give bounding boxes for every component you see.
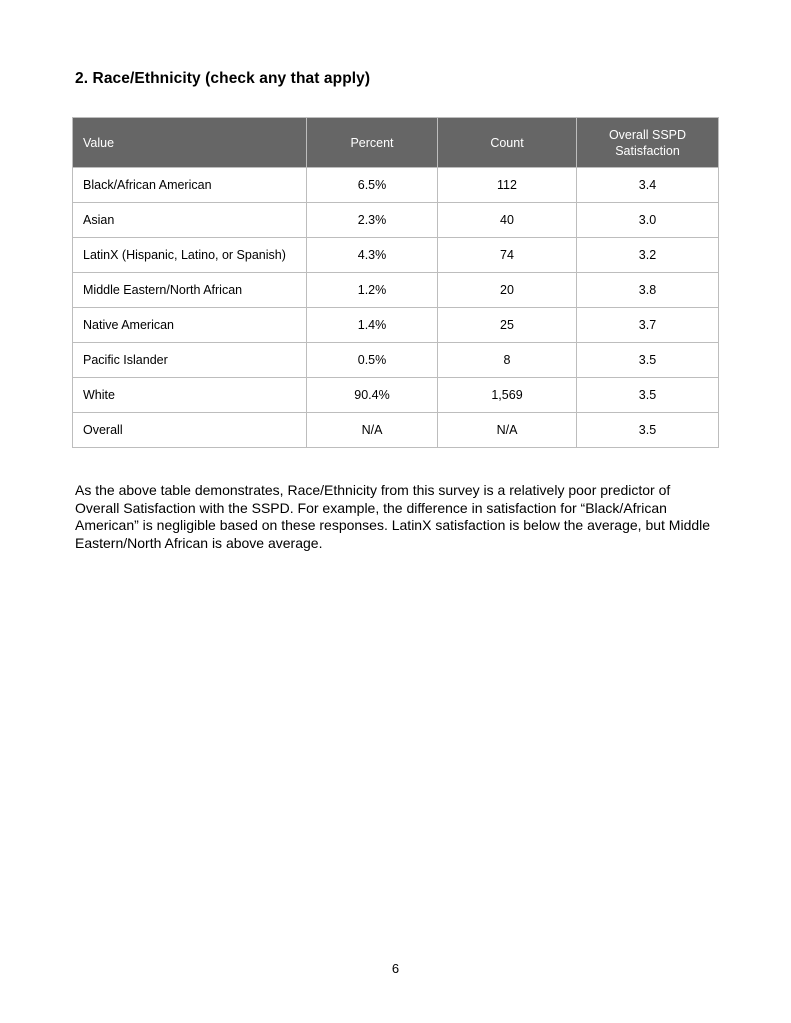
cell-count: N/A xyxy=(438,413,577,448)
cell-satisfaction: 3.2 xyxy=(577,238,719,273)
header-satisfaction xyxy=(577,118,719,168)
cell-value: Overall xyxy=(73,413,307,448)
cell-value: LatinX (Hispanic, Latino, or Spanish) xyxy=(73,238,307,273)
cell-count: 1,569 xyxy=(438,378,577,413)
cell-count: 20 xyxy=(438,273,577,308)
table-row xyxy=(73,343,719,378)
cell-value: Asian xyxy=(73,203,307,238)
cell-percent: 0.5% xyxy=(307,343,438,378)
table-row xyxy=(73,168,719,203)
cell-percent: 1.2% xyxy=(307,273,438,308)
table-header xyxy=(73,118,719,168)
cell-satisfaction: 3.5 xyxy=(577,413,719,448)
section-heading: 2. Race/Ethnicity (check any that apply) xyxy=(75,70,371,87)
cell-percent: 6.5% xyxy=(307,168,438,203)
table-body xyxy=(73,168,719,448)
analysis-paragraph: As the above table demonstrates, Race/Ethnicity from this survey is a relatively poor predictor of Overall Satisfaction with the SSPD. For example, the difference in satisfaction for “Black/African American” is negligible based on these responses. LatinX satisfaction is below the average, but Middle Eastern/North African is above average. xyxy=(75,482,711,551)
cell-percent: 4.3% xyxy=(307,238,438,273)
cell-satisfaction: 3.8 xyxy=(577,273,719,308)
table-row xyxy=(73,378,719,413)
cell-count: 74 xyxy=(438,238,577,273)
cell-value: White xyxy=(73,378,307,413)
cell-count: 25 xyxy=(438,308,577,343)
header-satisfaction-line1: Overall SSPD xyxy=(608,127,687,142)
cell-percent: 90.4% xyxy=(307,378,438,413)
cell-count: 112 xyxy=(438,168,577,203)
cell-count: 40 xyxy=(438,203,577,238)
cell-satisfaction: 3.0 xyxy=(577,203,719,238)
cell-value: Pacific Islander xyxy=(73,343,307,378)
cell-satisfaction: 3.5 xyxy=(577,343,719,378)
cell-value: Native American xyxy=(73,308,307,343)
cell-count: 8 xyxy=(438,343,577,378)
header-satisfaction-line2: Satisfaction xyxy=(615,143,680,158)
table-header-row xyxy=(73,118,719,168)
table-row xyxy=(73,308,719,343)
header-percent: Percent xyxy=(307,118,438,168)
table-row xyxy=(73,238,719,273)
cell-percent: 2.3% xyxy=(307,203,438,238)
cell-satisfaction: 3.7 xyxy=(577,308,719,343)
header-value: Value xyxy=(73,118,307,168)
cell-percent: N/A xyxy=(307,413,438,448)
page-number: 6 xyxy=(391,961,400,976)
table-row xyxy=(73,273,719,308)
cell-satisfaction: 3.4 xyxy=(577,168,719,203)
cell-value: Black/African American xyxy=(73,168,307,203)
header-count: Count xyxy=(438,118,577,168)
cell-percent: 1.4% xyxy=(307,308,438,343)
table-row xyxy=(73,203,719,238)
race-ethnicity-table xyxy=(72,117,719,448)
table-row-overall xyxy=(73,413,719,448)
cell-satisfaction: 3.5 xyxy=(577,378,719,413)
cell-value: Middle Eastern/North African xyxy=(73,273,307,308)
